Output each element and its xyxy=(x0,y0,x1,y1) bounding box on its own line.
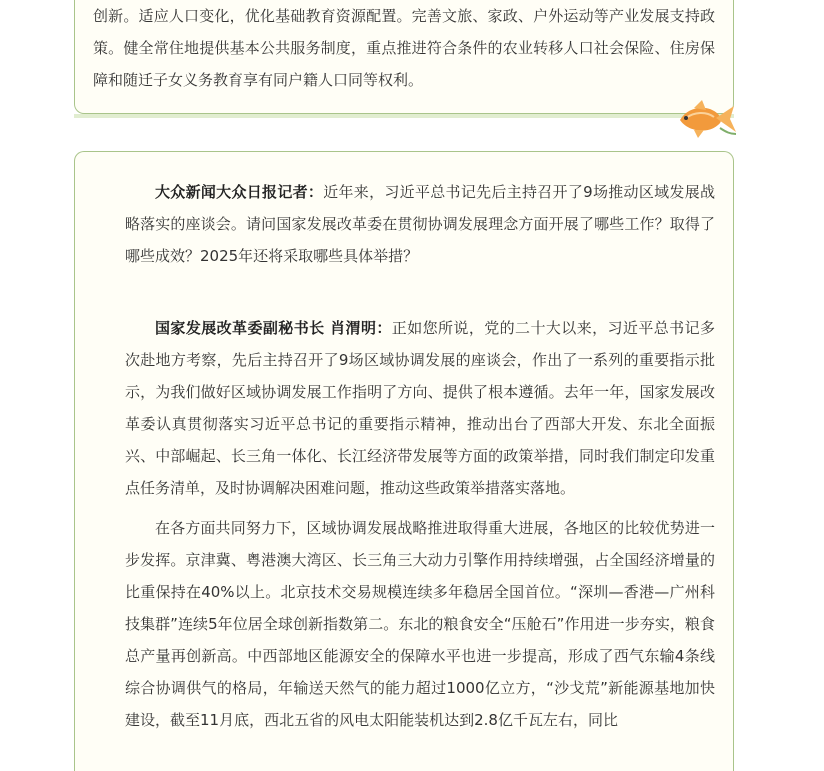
answer-paragraph xyxy=(125,312,715,504)
answer-text: 正如您所说，党的二十大以来，习近平总书记多次赴地方考察，先后主持召开了9场区域协调发展的座谈会，作出了一系列的重要指示批示，为我们做好区域协调发展工作指明了方向、提供了根本遵循。去年一年，国家发展改革委认真贯彻落实习近平总书记的重要指示精神，推动出台了西部大开发、东北全面振兴、中部崛起、长三角一体化、长江经济带发展等方面的政策举措，同时我们制定印发重点任务清单，及时协调解决困难问题，推动这些政策举措落实落地。 xyxy=(125,319,715,497)
answer-continuation-paragraph: 在各方面共同努力下，区域协调发展战略推进取得重大进展，各地区的比较优势进一步发挥。京津冀、粤港澳大湾区、长三角三大动力引擎作用持续增强，占全国经济增量的比重保持在40%以上。北京技术交易规模连续多年稳居全国首位。“深圳—香港—广州科技集群”连续5年位居全球创新指数第二。东北的粮食安全“压舱石”作用进一步夯实，粮食总产量再创新高。中西部地区能源安全的保障水平也进一步提高，形成了西气东输4条线综合协调供气的格局，年输送天然气的能力超过1000亿立方，“沙戈荒”新能源基地加快建设，截至11月底，西北五省的风电太阳能装机达到2.8亿千瓦左右，同比 xyxy=(125,519,715,729)
koi-fish-icon xyxy=(672,98,738,140)
previous-answer-paragraph: 创新。适应人口变化，优化基础教育资源配置。完善文旅、家政、户外运动等产业发展支持政策。健全常住地提供基本公共服务制度，重点推进符合条件的农业转移人口社会保险、住房保障和随迁子女义务教育享有同户籍人口同等权利。 xyxy=(93,7,715,89)
previous-answer-card xyxy=(74,0,734,114)
paragraph-gap xyxy=(125,272,715,312)
interview-card xyxy=(74,151,734,771)
section-divider xyxy=(74,114,734,118)
question-paragraph xyxy=(125,176,715,272)
question-speaker: 大众新闻大众日报记者： xyxy=(155,183,324,201)
answer-speaker: 国家发展改革委副秘书长 肖渭明： xyxy=(155,319,392,337)
question-text: 近年来，习近平总书记先后主持召开了9场推动区域发展战略落实的座谈会。请问国家发展改革委在贯彻协调发展理念方面开展了哪些工作？取得了哪些成效？2025年还将采取哪些具体举措？ xyxy=(125,183,715,265)
